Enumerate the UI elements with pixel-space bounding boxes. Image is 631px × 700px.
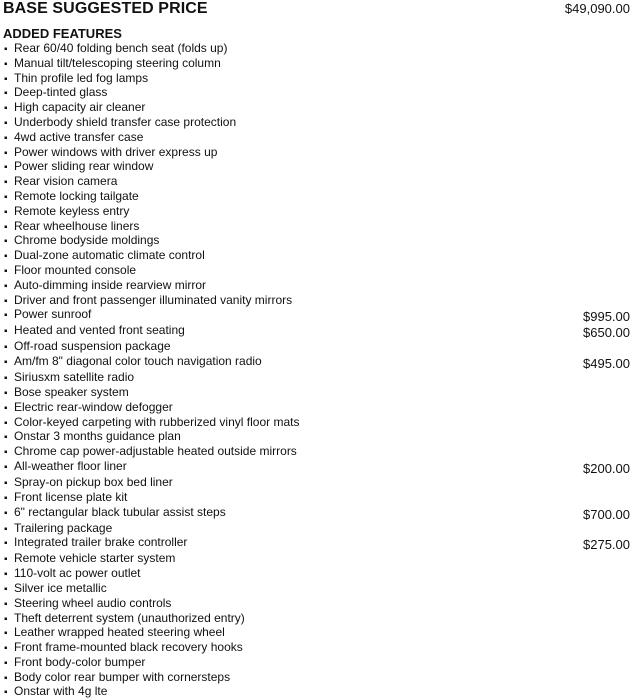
bullet-icon: ▪ — [4, 461, 8, 473]
feature-item — [4, 355, 630, 371]
bullet-icon: ▪ — [4, 357, 8, 369]
base-price-label: BASE SUGGESTED PRICE — [3, 0, 208, 17]
feature-label: Integrated trailer brake controller — [14, 535, 188, 550]
feature-label: Rear wheelhouse liners — [14, 218, 140, 233]
bullet-icon: ▪ — [4, 387, 8, 399]
feature-item — [4, 536, 630, 552]
bullet-icon: ▪ — [4, 417, 8, 429]
feature-item — [4, 371, 630, 386]
feature-item — [4, 205, 630, 220]
feature-item — [4, 146, 630, 161]
bullet-icon: ▪ — [4, 477, 8, 489]
feature-label: Bose speaker system — [14, 384, 129, 399]
feature-label: Am/fm 8" diagonal color touch navigation radio — [14, 354, 262, 369]
bullet-icon: ▪ — [4, 177, 8, 189]
feature-item — [4, 460, 630, 476]
feature-label: Power sunroof — [14, 307, 92, 322]
bullet-icon: ▪ — [4, 523, 8, 535]
bullet-icon: ▪ — [4, 132, 8, 144]
bullet-icon: ▪ — [4, 117, 8, 129]
feature-label: 110-volt ac power outlet — [14, 566, 141, 581]
feature-label: All-weather floor liner — [14, 458, 127, 473]
feature-price: $200.00 — [583, 460, 630, 476]
feature-item — [4, 386, 630, 401]
feature-label: Off-road suspension package — [14, 339, 171, 354]
feature-item — [4, 656, 630, 671]
base-price-value: $49,090.00 — [564, 1, 630, 16]
feature-label: Floor mounted console — [14, 262, 137, 277]
bullet-icon: ▪ — [4, 507, 8, 519]
feature-item — [4, 612, 630, 627]
feature-item — [4, 522, 630, 537]
feature-label: 4wd active transfer case — [14, 129, 144, 144]
feature-label: Trailering package — [14, 520, 113, 535]
feature-price: $650.00 — [583, 325, 630, 341]
feature-label: Rear vision camera — [14, 174, 118, 189]
feature-item — [4, 308, 630, 324]
feature-item — [4, 249, 630, 264]
feature-item — [4, 582, 630, 597]
feature-item — [4, 42, 630, 57]
bullet-icon: ▪ — [4, 373, 8, 385]
bullet-icon: ▪ — [4, 657, 8, 669]
feature-price: $275.00 — [583, 537, 630, 553]
bullet-icon: ▪ — [4, 672, 8, 684]
bullet-icon: ▪ — [4, 280, 8, 292]
feature-label: Auto-dimming inside rearview mirror — [14, 277, 207, 292]
bullet-icon: ▪ — [4, 554, 8, 566]
bullet-icon: ▪ — [4, 221, 8, 233]
bullet-icon: ▪ — [4, 628, 8, 640]
feature-item — [4, 671, 630, 686]
feature-item — [4, 131, 630, 146]
feature-item — [4, 416, 630, 431]
bullet-icon: ▪ — [4, 265, 8, 277]
feature-label: Color-keyed carpeting with rubberized vinyl floor mats — [14, 414, 300, 429]
feature-label: Electric rear-window defogger — [14, 399, 173, 414]
feature-item — [4, 506, 630, 522]
bullet-icon: ▪ — [4, 295, 8, 307]
feature-price: $495.00 — [583, 356, 630, 372]
feature-label: Dual-zone automatic climate control — [14, 248, 205, 263]
feature-label: High capacity air cleaner — [14, 100, 146, 115]
feature-item — [4, 340, 630, 355]
feature-item — [4, 491, 630, 506]
feature-item — [4, 324, 630, 340]
feature-item — [4, 685, 630, 700]
bullet-icon: ▪ — [4, 162, 8, 174]
feature-item — [4, 160, 630, 175]
feature-item — [4, 552, 630, 567]
bullet-icon: ▪ — [4, 598, 8, 610]
feature-label: Underbody shield transfer case protection — [14, 114, 237, 129]
feature-label: Remote vehicle starter system — [14, 551, 176, 566]
added-features-list — [4, 42, 630, 700]
feature-label: Chrome bodyside moldings — [14, 233, 160, 248]
feature-item — [4, 57, 630, 72]
feature-label: Thin profile led fog lamps — [14, 70, 149, 85]
feature-label: Heated and vented front seating — [14, 323, 185, 338]
feature-label: Driver and front passenger illuminated vanity mirrors — [14, 292, 293, 307]
feature-item — [4, 86, 630, 101]
bullet-icon: ▪ — [4, 73, 8, 85]
feature-label: Front license plate kit — [14, 489, 128, 504]
feature-item — [4, 567, 630, 582]
price-header — [3, 0, 630, 20]
feature-label: Body color rear bumper with cornersteps — [14, 669, 231, 684]
bullet-icon: ▪ — [4, 44, 8, 55]
feature-item — [4, 597, 630, 612]
feature-item — [4, 430, 630, 445]
feature-price: $700.00 — [583, 506, 630, 522]
bullet-icon: ▪ — [4, 310, 8, 322]
feature-label: Onstar 3 months guidance plan — [14, 429, 181, 444]
bullet-icon: ▪ — [4, 251, 8, 263]
bullet-icon: ▪ — [4, 58, 8, 70]
feature-item — [4, 190, 630, 205]
feature-label: Steering wheel audio controls — [14, 595, 172, 610]
feature-label: Theft deterrent system (unauthorized entry) — [14, 610, 245, 625]
feature-item — [4, 641, 630, 656]
feature-item — [4, 279, 630, 294]
bullet-icon: ▪ — [4, 687, 8, 699]
feature-label: Deep-tinted glass — [14, 85, 108, 100]
feature-label: Power sliding rear window — [14, 159, 154, 174]
bullet-icon: ▪ — [4, 236, 8, 248]
bullet-icon: ▪ — [4, 206, 8, 218]
feature-item — [4, 101, 630, 116]
feature-label: Leather wrapped heated steering wheel — [14, 625, 225, 640]
bullet-icon: ▪ — [4, 103, 8, 115]
feature-item — [4, 264, 630, 279]
feature-label: 6" rectangular black tubular assist steps — [14, 504, 226, 519]
feature-label: Remote keyless entry — [14, 203, 130, 218]
bullet-icon: ▪ — [4, 643, 8, 655]
feature-item — [4, 626, 630, 641]
feature-label: Rear 60/40 folding bench seat (folds up) — [14, 41, 228, 55]
feature-item — [4, 476, 630, 491]
feature-item — [4, 401, 630, 416]
feature-label: Chrome cap power-adjustable heated outside mirrors — [14, 444, 297, 459]
feature-label: Siriusxm satellite radio — [14, 370, 135, 385]
feature-item — [4, 175, 630, 190]
feature-label: Front body-color bumper — [14, 654, 146, 669]
bullet-icon: ▪ — [4, 191, 8, 203]
bullet-icon: ▪ — [4, 147, 8, 159]
feature-price: $995.00 — [583, 309, 630, 325]
feature-item — [4, 294, 630, 309]
feature-item — [4, 234, 630, 249]
bullet-icon: ▪ — [4, 402, 8, 414]
bullet-icon: ▪ — [4, 492, 8, 504]
feature-label: Power windows with driver express up — [14, 144, 218, 159]
feature-item — [4, 72, 630, 87]
bullet-icon: ▪ — [4, 447, 8, 459]
feature-label: Front frame-mounted black recovery hooks — [14, 640, 243, 655]
bullet-icon: ▪ — [4, 88, 8, 100]
feature-item — [4, 116, 630, 131]
feature-item — [4, 445, 630, 460]
added-features-heading: ADDED FEATURES — [3, 26, 122, 41]
feature-label: Manual tilt/telescoping steering column — [14, 55, 221, 70]
feature-label: Onstar with 4g lte — [14, 684, 108, 699]
bullet-icon: ▪ — [4, 326, 8, 338]
feature-label: Spray-on pickup box bed liner — [14, 474, 173, 489]
bullet-icon: ▪ — [4, 583, 8, 595]
bullet-icon: ▪ — [4, 613, 8, 625]
bullet-icon: ▪ — [4, 432, 8, 444]
bullet-icon: ▪ — [4, 569, 8, 581]
bullet-icon: ▪ — [4, 538, 8, 550]
bullet-icon: ▪ — [4, 342, 8, 354]
feature-item — [4, 220, 630, 235]
feature-label: Silver ice metallic — [14, 580, 107, 595]
feature-label: Remote locking tailgate — [14, 188, 139, 203]
